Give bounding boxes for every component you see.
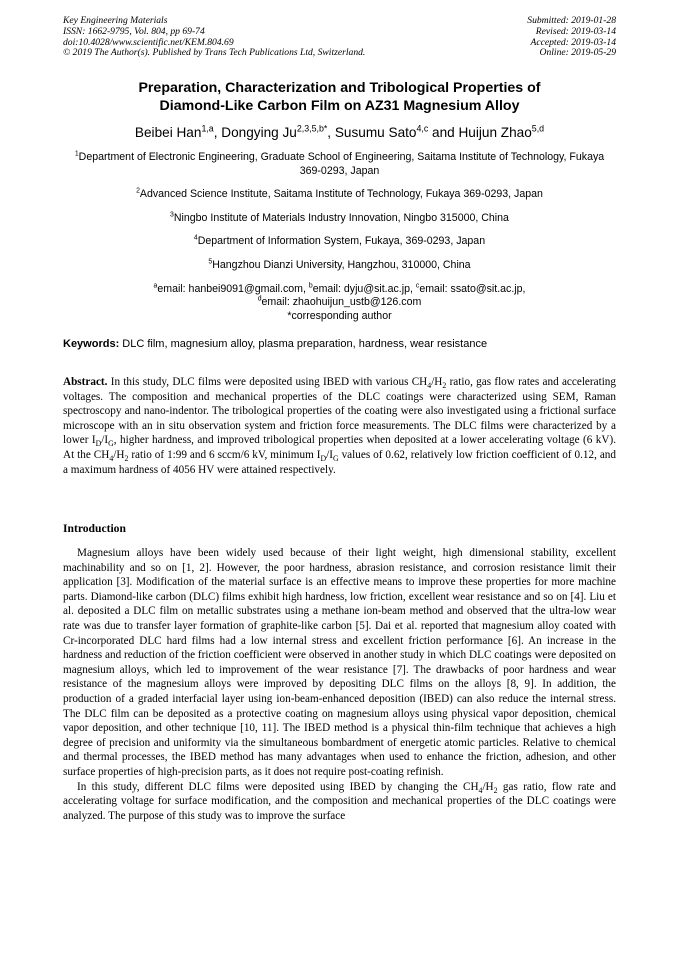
affiliation-mark: 3	[170, 211, 174, 219]
subscript: 2	[124, 454, 129, 464]
affiliation-mark: 5	[208, 258, 213, 266]
date-accepted: Accepted: 2019-03-14	[530, 36, 616, 48]
affiliation-item	[63, 235, 616, 249]
abstract-text: values of 0.62, relatively low friction coefficient of 0.12, and a maximum hardness of 4056 HV were attained respectively.	[63, 448, 616, 476]
abstract-text: /I	[101, 434, 109, 447]
affiliation-text: Advanced Science Institute, Saitama Institute of Technology, Fukaya 369-0293, Japan	[139, 188, 543, 201]
introduction-body	[63, 546, 616, 823]
author-affiliation-mark: 5,d	[531, 123, 545, 134]
author-name: Huijun Zhao	[458, 125, 532, 140]
subscript: D	[320, 454, 327, 464]
affiliations	[63, 151, 616, 323]
paragraph-text: /H	[482, 780, 494, 793]
email-mark: b	[308, 282, 313, 290]
email-mark: d	[257, 295, 262, 303]
author-name: Beibei Han	[134, 125, 202, 140]
email-d[interactable]: email: zhaohuijun_ustb@126.com	[261, 296, 422, 309]
publication-dates	[527, 16, 616, 59]
abstract-label: Abstract.	[63, 376, 108, 388]
author-emails	[63, 283, 616, 324]
affiliation-text: Department of Information System, Fukaya, 369-0293, Japan	[197, 235, 486, 248]
section-heading-introduction: Introduction	[63, 522, 126, 535]
affiliation-item	[63, 212, 616, 226]
introduction-paragraph-2	[63, 780, 616, 824]
abstract-text: ratio of 1:99 and 6 sccm/6 kV, minimum I	[128, 448, 321, 461]
author-list	[63, 125, 616, 141]
corresponding-author-note: *corresponding author	[287, 309, 392, 322]
email-line-1	[63, 283, 616, 297]
abstract	[63, 375, 616, 477]
affiliation-item	[63, 259, 616, 273]
subscript: G	[108, 439, 114, 449]
author-separator: ,	[327, 125, 335, 140]
affiliation-mark: 4	[193, 234, 198, 242]
journal-copyright: © 2019 The Author(s). Published by Trans Tech Publications Ltd, Switzerland.	[63, 47, 366, 59]
subscript: 4	[427, 381, 432, 391]
affiliation-text: Hangzhou Dianzi University, Hangzhou, 310000, China	[212, 258, 471, 271]
subscript: 2	[493, 785, 498, 795]
paragraph-text: gas ratio, flow rate and accelerating voltage for surface modification, and the composition and mechanical properties of the DLC coatings were analyzed. The purpose of this study was to improve the surface	[63, 780, 616, 822]
subscript: D	[95, 439, 102, 449]
affiliation-item	[63, 188, 616, 202]
subscript: 4	[478, 785, 483, 795]
author-separator: and	[428, 125, 459, 140]
abstract-text: /H	[113, 448, 125, 461]
keywords-label: Keywords:	[63, 338, 120, 350]
author-affiliation-mark: 4,c	[416, 123, 429, 134]
affiliation-mark: 1	[74, 150, 79, 158]
subscript: 4	[109, 454, 114, 464]
email-line-2	[63, 296, 616, 310]
email-mark: a	[153, 282, 158, 290]
keywords	[63, 337, 616, 351]
email-mark: c	[415, 282, 420, 290]
subscript: 2	[442, 381, 447, 391]
paragraph-text: In this study, different DLC films were deposited using IBED by changing the CH	[77, 780, 479, 793]
abstract-text: /I	[326, 448, 333, 461]
date-revised: Revised: 2019-03-14	[535, 25, 616, 37]
paper-title	[63, 80, 616, 115]
affiliation-text: Department of Electronic Engineering, Graduate School of Engineering, Saitama Institute of Technology, Fukaya 369-0293, Japan	[78, 151, 605, 177]
email-a[interactable]: email: hanbei9091@gmail.com,	[157, 282, 309, 295]
author-name: Dongying Ju	[221, 125, 297, 140]
journal-name: Key Engineering Materials	[63, 15, 168, 26]
author-name: Susumu Sato	[334, 125, 417, 140]
journal-doi[interactable]: doi:10.4028/www.scientific.net/KEM.804.69	[63, 36, 234, 48]
affiliation-item	[63, 151, 616, 178]
date-online: Online: 2019-05-29	[539, 47, 616, 59]
title-line-1: Preparation, Characterization and Tribological Properties of	[138, 80, 541, 96]
affiliation-mark: 2	[136, 187, 140, 195]
abstract-text: In this study, DLC films were deposited using IBED with various CH	[107, 376, 428, 388]
introduction-paragraph-1: Magnesium alloys have been widely used because of their light weight, high dimensional stability, excellent machinability and so on [1, 2]. However, the poor hardness, abrasion resistance, and corrosion resistance limit their application [3]. Modification of the material surface is an effective means to improve these properties for more machine parts. Diamond-like carbon (DLC) films exhibit high hardness, low friction, excellent wear resistance and so on [4]. Liu et al. deposited a DLC film on metallic substrates using a methane ion-beam method and observed that the ultra-low wear rate was due to transfer layer formation of graphite-like carbon [5]. Dai et al. reported that magnesium alloy coated with Cr-incorporated DLC hard films had a low internal stress and excellent friction performance [6]. An increase in the hardness and reduction of the friction coefficient were observed in another study in which DLC coatings were deposited on magnesium alloys, which led to improvement of the wear resistance [7]. The drawbacks of poor hardness and wear resistance of the magnesium alloys were improved by depositing DLC films on the alloys [8, 9]. In addition, the production of a graded interfacial layer using ion-beam-enhanced deposition (IBED) can also reduce the internal stress. The DLC film can be deposited as a protective coating on magnesium alloys using physical vapor deposition, chemical vapor deposition, and other technique [10, 11]. The IBED method is a physical thin-film technique that achieves a high degree of precision and uniformity via the simultaneous bombardment of energetic atomic particles. Relative to chemical and thermal processes, the IBED method has many advantages when used to enhance the friction, adhesion, and other surface properties of high-precision parts, as it does not require post-coating refinish.	[63, 547, 616, 778]
keywords-text: DLC film, magnesium alloy, plasma preparation, hardness, wear resistance	[119, 338, 488, 350]
email-c[interactable]: email: ssato@sit.ac.jp,	[419, 282, 526, 295]
author-affiliation-mark: 2,3,5,b*	[296, 123, 328, 134]
author-separator: ,	[213, 125, 222, 140]
title-line-2: Diamond-Like Carbon Film on AZ31 Magnesium Alloy	[159, 97, 520, 114]
email-b[interactable]: email: dyju@sit.ac.jp,	[312, 282, 416, 295]
journal-info	[63, 16, 365, 59]
abstract-text: ratio, gas flow rates and accelerating voltages. The composition and mechanical properties of the DLC coatings were characterized using SEM, Raman spectroscopy and nano-indentor. The tribological properties of the coating were also investigated using a frictional surface microscope with an in situ observation system and friction force measurements. The DLC films were characterized by a lower I	[63, 376, 616, 447]
subscript: G	[332, 454, 339, 464]
date-submitted: Submitted: 2019-01-28	[527, 15, 616, 26]
journal-issn: ISSN: 1662-9795, Vol. 804, pp 69-74	[63, 25, 205, 37]
affiliation-text: Ningbo Institute of Materials Industry Innovation, Ningbo 315000, China	[173, 211, 509, 224]
author-affiliation-mark: 1,a	[201, 123, 214, 134]
abstract-text: /H	[431, 376, 443, 388]
abstract-text: , higher hardness, and improved tribological properties when deposited at a lower accelerating voltage (6 kV). At the CH	[63, 434, 616, 461]
